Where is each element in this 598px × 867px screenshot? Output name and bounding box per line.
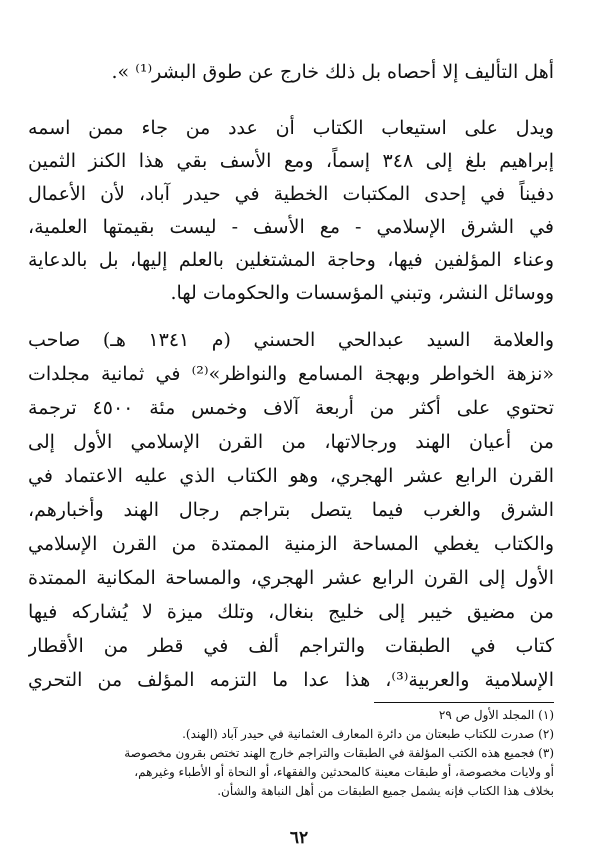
text-line: من أعيان الهند ورجالاتها، من القرن الإسلامي الأول إلى: [28, 431, 554, 453]
text-line: من مضيق خيبر إلى خليج بنغال، وتلك ميزة لا يُشاركه فيها: [28, 601, 554, 623]
text-line: أهل التأليف إلا أحصاه بل ذلك خارج عن طوق البشر⁽¹⁾ ».: [111, 61, 554, 83]
text-line: الأول إلى القرن الرابع عشر الهجري، والمساحة المكانية الممتدة: [28, 567, 554, 589]
footnote-continuation: أو ولايات مخصوصة، أو طبقات معينة كالمحدثين والفقهاء، أو النحاة أو الأطباء وغيرهم،: [134, 765, 554, 779]
footnote: (١) المجلد الأول ص ٢٩: [438, 708, 554, 722]
footnote-separator: [374, 702, 554, 703]
text-line: والعلامة السيد عبدالحي الحسني (م ١٣٤١ هـ) صاحب: [28, 329, 554, 351]
text-line: ووسائل النشر، وتبني المؤسسات والحكومات لها.: [170, 282, 554, 304]
text-line: كتاب في الطبقات والتراجم ألف في قطر من الأقطار: [28, 635, 554, 657]
text-line: القرن الرابع عشر الهجري، وهو الكتاب الذي عليه الاعتماد في: [28, 465, 554, 487]
text-line: الشرق والغرب فيما يتصل بتراجم رجال الهند وأخبارهم،: [28, 499, 554, 521]
text-line: الإسلامية والعربية⁽³⁾، هذا عدا ما التزمه المؤلف من التحري: [28, 669, 554, 691]
text-line: تحتوي على أكثر من أربعة آلاف وخمس مئة ٤٥٠٠ ترجمة: [28, 397, 554, 419]
text-line: دفيناً في إحدى المكتبات الخطية في حيدر آباد، لأن الأعمال: [28, 183, 554, 205]
page-number: ٦٢: [289, 828, 309, 848]
footnote-continuation: بخلاف هذا الكتاب فإنه يشمل جميع الطبقات من أهل النباهة والشأن.: [217, 784, 554, 798]
text-line: وعناء المؤلفين فيها، وحاجة المشتغلين بالعلم إليها، بل بالدعاية: [28, 249, 554, 271]
text-line: والكتاب يغطي المساحة الزمنية الممتدة من القرن الإسلامي: [28, 533, 554, 555]
footnote: (٢) صدرت للكتاب طبعتان من دائرة المعارف العثمانية في حيدر آباد (الهند).: [182, 727, 554, 741]
footnote: (٣) فجميع هذه الكتب المؤلفة في الطبقات والتراجم خارج الهند تختص بقرون مخصوصة: [124, 746, 554, 760]
text-line: في الشرق الإسلامي - مع الأسف - ليست بقيمتها العلمية،: [28, 216, 554, 238]
text-line: ويدل على استيعاب الكتاب أن عدد من جاء ممن اسمه: [28, 117, 554, 139]
text-line: إبراهيم بلغ إلى ٣٤٨ إسماً، ومع الأسف بقي هذا الكنز الثمين: [28, 150, 554, 172]
text-line: «نزهة الخواطر وبهجة المسامع والنواظر»⁽²⁾ في ثمانية مجلدات: [28, 363, 554, 385]
